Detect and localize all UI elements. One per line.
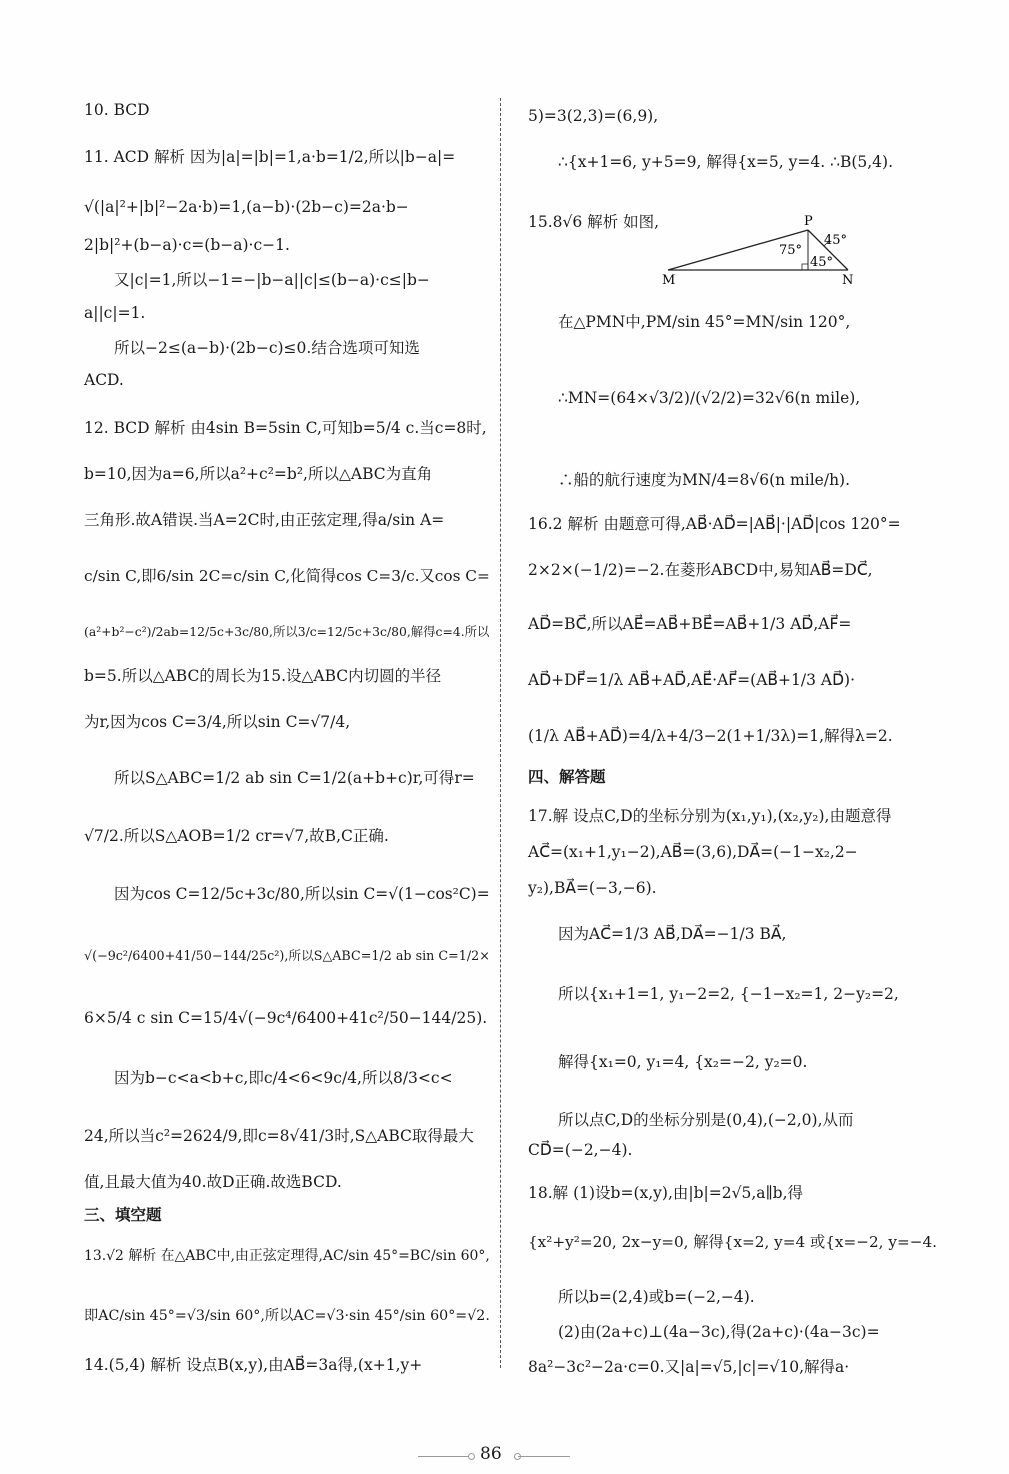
triangle-pmn-figure — [658, 212, 858, 288]
text-line: 18.解 (1)设b=(x,y),由|b|=2√5,a∥b,得 — [528, 1184, 804, 1202]
text-line: ∴MN=(64×√3/2)/(√2/2)=32√6(n mile), — [558, 389, 861, 407]
text-line: AC⃗=(x₁+1,y₁−2),AB⃗=(3,6),DA⃗=(−1−x₂,2− — [528, 843, 858, 861]
page-footer — [0, 1444, 1009, 1468]
text-line: 所以b=(2,4)或b=(−2,−4). — [558, 1288, 755, 1306]
text-line: ∴船的航行速度为MN/4=8√6(n mile/h). — [558, 471, 851, 489]
text-line: ∴{x+1=6, y+5=9, 解得{x=5, y=4. ∴B(5,4). — [558, 153, 894, 171]
text-line: 6×5/4 c sin C=15/4√(−9c⁴/6400+41c²/50−144/25). — [84, 1009, 488, 1027]
text-line: c/sin C,即6/sin 2C=c/sin C,化简得cos C=3/c.又cos C= — [84, 567, 490, 585]
text-line: 所以−2≤(a−b)·(2b−c)≤0.结合选项可知选 — [114, 339, 420, 357]
text-line: (a²+b²−c²)/2ab=12/5c+3c/80,所以3/c=12/5c+3c/80,解得c=4.所以 — [84, 625, 490, 639]
text-line: {x²+y²=20, 2x−y=0, 解得{x=2, y=4 或{x=−2, y=−4. — [528, 1233, 937, 1251]
column-divider — [500, 98, 501, 1368]
text-line: 因为AC⃗=1/3 AB⃗,DA⃗=−1/3 BA⃗, — [558, 925, 787, 943]
text-line: 12. BCD 解析 由4sin B=5sin C,可知b=5/4 c.当c=8时, — [84, 419, 487, 437]
text-line: 所以{x₁+1=1, y₁−2=2, {−1−x₂=1, 2−y₂=2, — [558, 985, 899, 1003]
text-line: 所以S△ABC=1/2 ab sin C=1/2(a+b+c)r,可得r= — [114, 769, 475, 787]
text-line: 15.8√6 解析 如图, — [528, 213, 660, 231]
text-line: 因为b−c<a<b+c,即c/4<6<9c/4,所以8/3<c< — [114, 1069, 453, 1087]
label-angle-75: 75° — [779, 243, 803, 258]
text-line: √(|a|²+|b|²−2a·b)=1,(a−b)·(2b−c)=2a·b− — [84, 198, 409, 216]
label-p: P — [804, 214, 813, 229]
right-angle-mark — [802, 264, 808, 270]
text-line: 即AC/sin 45°=√3/sin 60°,所以AC=√3·sin 45°/sin 60°=√2. — [84, 1308, 490, 1324]
text-line: 24,所以当c²=2624/9,即c=8√41/3时,S△ABC取得最大 — [84, 1127, 474, 1145]
text-line: ACD. — [84, 371, 124, 389]
text-line: 11. ACD 解析 因为|a|=|b|=1,a·b=1/2,所以|b−a|= — [84, 148, 456, 166]
text-line: AD⃗+DF⃗=1/λ AB⃗+AD⃗,AE⃗·AF⃗=(AB⃗+1/3 AD⃗)· — [528, 671, 855, 689]
text-line: 14.(5,4) 解析 设点B(x,y),由AB⃗=3a得,(x+1,y+ — [84, 1356, 423, 1374]
text-line: AD⃗=BC⃗,所以AE⃗=AB⃗+BE⃗=AB⃗+1/3 AD⃗,AF⃗= — [528, 615, 852, 633]
label-m: M — [662, 273, 676, 288]
text-line: 8a²−3c²−2a·c=0.又|a|=√5,|c|=√10,解得a· — [528, 1358, 850, 1376]
text-line: 解得{x₁=0, y₁=4, {x₂=−2, y₂=0. — [558, 1053, 808, 1071]
text-line: √(−9c²/6400+41/50−144/25c²),所以S△ABC=1/2 ab sin C=1/2× — [84, 948, 490, 963]
text-line: 所以点C,D的坐标分别是(0,4),(−2,0),从而 — [558, 1111, 854, 1129]
text-line: 三角形.故A错误.当A=2C时,由正弦定理,得a/sin A= — [84, 511, 445, 529]
text-line: 在△PMN中,PM/sin 45°=MN/sin 120°, — [558, 313, 851, 331]
footer-rule-left — [418, 1456, 470, 1457]
text-line: 10. BCD — [84, 101, 150, 119]
text-line: 17.解 设点C,D的坐标分别为(x₁,y₁),(x₂,y₂),由题意得 — [528, 807, 892, 825]
text-line: CD⃗=(−2,−4). — [528, 1141, 633, 1159]
text-line: (2)由(2a+c)⊥(4a−3c),得(2a+c)·(4a−3c)= — [558, 1323, 880, 1341]
text-line: b=10,因为a=6,所以a²+c²=b²,所以△ABC为直角 — [84, 465, 433, 483]
label-angle-45-top: 45° — [824, 233, 848, 248]
text-line: y₂),BA⃗=(−3,−6). — [528, 879, 657, 897]
text-line: √7/2.所以S△AOB=1/2 cr=√7,故B,C正确. — [84, 827, 389, 845]
text-line: b=5.所以△ABC的周长为15.设△ABC内切圆的半径 — [84, 667, 442, 685]
text-line: 2×2×(−1/2)=−2.在菱形ABCD中,易知AB⃗=DC⃗, — [528, 561, 873, 579]
text-line: (1/λ AB⃗+AD⃗)=4/λ+4/3−2(1+1/3λ)=1,解得λ=2. — [528, 727, 893, 745]
page-number: 86 — [480, 1444, 502, 1464]
text-line: 值,且最大值为40.故D正确.故选BCD. — [84, 1173, 342, 1191]
label-angle-45-bottom: 45° — [810, 255, 834, 270]
section-heading: 三、填空题 — [84, 1206, 162, 1224]
label-n: N — [842, 273, 854, 288]
text-line: 为r,因为cos C=3/4,所以sin C=√7/4, — [84, 713, 351, 731]
left-column — [84, 0, 490, 1474]
text-line: 16.2 解析 由题意可得,AB⃗·AD⃗=|AB⃗|·|AD⃗|cos 120°= — [528, 515, 901, 533]
text-line: 2|b|²+(b−a)·c=(b−a)·c−1. — [84, 236, 290, 254]
section-heading: 四、解答题 — [528, 768, 606, 786]
footer-rule-right — [518, 1456, 570, 1457]
text-line: 13.√2 解析 在△ABC中,由正弦定理得,AC/sin 45°=BC/sin 60°, — [84, 1248, 490, 1264]
text-line: a||c|=1. — [84, 304, 146, 322]
text-line: 因为cos C=12/5c+3c/80,所以sin C=√(1−cos²C)= — [114, 885, 490, 903]
footer-dot-left — [468, 1453, 475, 1460]
text-line: 5)=3(2,3)=(6,9), — [528, 107, 659, 125]
text-line: 又|c|=1,所以−1=−|b−a||c|≤(b−a)·c≤|b− — [114, 271, 430, 289]
